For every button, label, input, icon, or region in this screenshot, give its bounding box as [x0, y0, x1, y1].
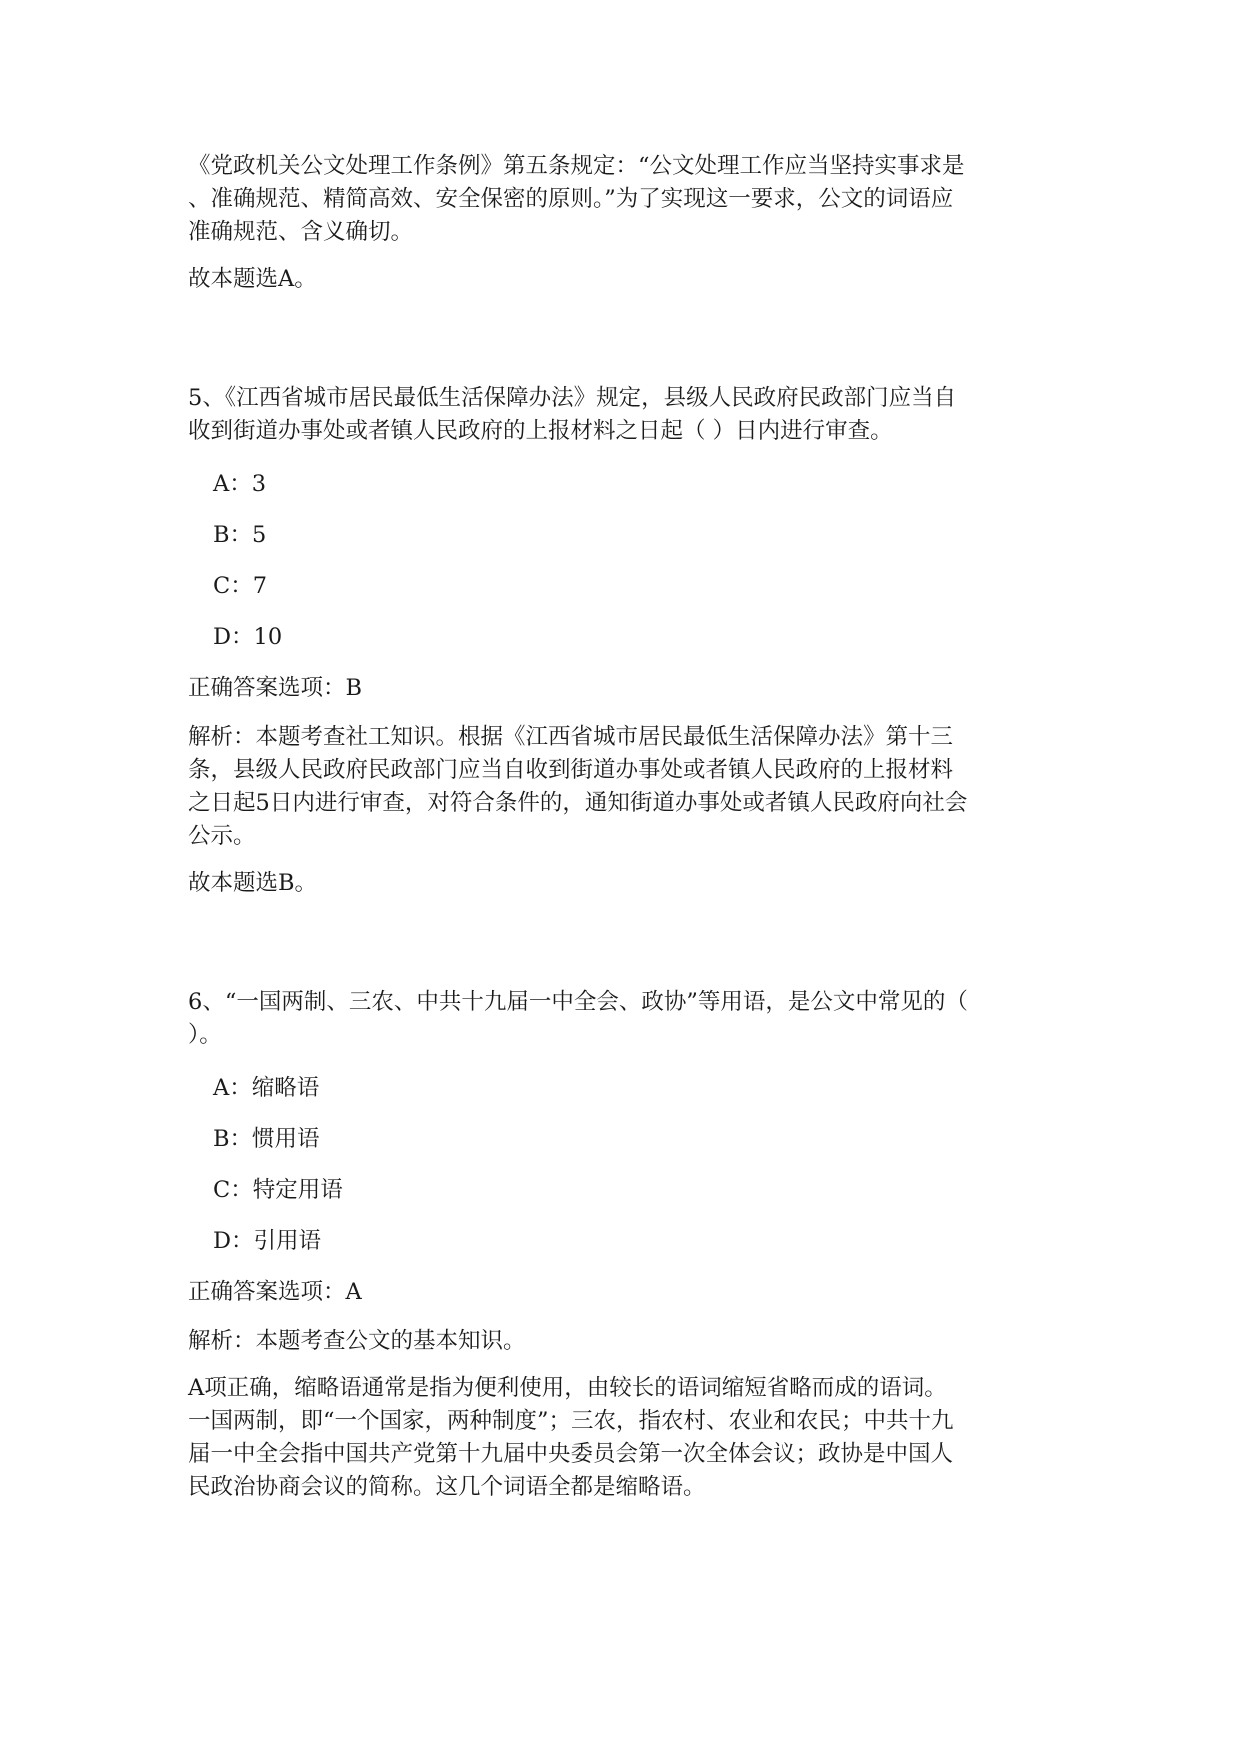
q6-option-b: B：惯用语 [213, 1126, 320, 1152]
q5-conclusion: 故本题选B。 [188, 870, 318, 896]
q5-question-line: 收到街道办事处或者镇人民政府的上报材料之日起（ ）日内进行审查。 [188, 418, 893, 444]
q6-option-a: A：缩略语 [213, 1075, 320, 1101]
q6-question [188, 986, 1058, 1052]
q6-question-line: 6、“一国两制、三农、中共十九届一中全会、政协”等用语，是公文中常见的（ [188, 989, 968, 1015]
q5-option-a: A：3 [213, 471, 267, 497]
q6-explanation [188, 1372, 1058, 1504]
q4-explanation [188, 150, 1058, 249]
q6-answer: 正确答案选项：A [188, 1279, 362, 1305]
q5-explanation-line: 条，县级人民政府民政部门应当自收到街道办事处或者镇人民政府的上报材料 [188, 757, 954, 783]
q4-explanation-line: 、准确规范、精简高效、安全保密的原则。”为了实现这一要求，公文的词语应 [188, 186, 954, 212]
q6-option-c: C：特定用语 [213, 1177, 343, 1203]
q6-explanation-line: 民政治协商会议的简称。这几个词语全都是缩略语。 [188, 1474, 706, 1500]
q5-option-d: D：10 [213, 624, 283, 650]
q5-option-b: B：5 [213, 522, 267, 548]
q4-conclusion: 故本题选A。 [188, 266, 317, 292]
document-page [188, 150, 1058, 1504]
q5-answer: 正确答案选项：B [188, 675, 363, 701]
q6-explanation-line: A项正确，缩略语通常是指为便利使用，由较长的语词缩短省略而成的语词。 [188, 1375, 947, 1401]
q5-question-line: 5、《江西省城市居民最低生活保障办法》规定，县级人民政府民政部门应当自 [188, 385, 957, 411]
q6-explanation-line: 一国两制，即“一个国家，两种制度”；三农，指农村、农业和农民；中共十九 [188, 1408, 954, 1434]
q4-explanation-line: 准确规范、含义确切。 [188, 219, 414, 245]
q5-options [188, 468, 1058, 654]
q5-question [188, 382, 1058, 448]
q6-question-line: ）。 [188, 1022, 222, 1048]
q6-explanation-intro: 解析：本题考查公文的基本知识。 [188, 1328, 526, 1354]
q5-explanation [188, 721, 1058, 853]
q5-explanation-line: 之日起5日内进行审查，对符合条件的，通知街道办事处或者镇人民政府向社会 [188, 790, 968, 816]
q5-explanation-line: 公示。 [188, 823, 256, 849]
q6-explanation-line: 届一中全会指中国共产党第十九届中央委员会第一次全体会议；政协是中国人 [188, 1441, 954, 1467]
q5-option-c: C：7 [213, 573, 268, 599]
q5-explanation-line: 解析：本题考查社工知识。根据《江西省城市居民最低生活保障办法》第十三 [188, 724, 954, 750]
q4-explanation-line: 《党政机关公文处理工作条例》第五条规定：“公文处理工作应当坚持实事求是 [188, 153, 965, 179]
q6-options [188, 1072, 1058, 1258]
q6-option-d: D：引用语 [213, 1228, 322, 1254]
